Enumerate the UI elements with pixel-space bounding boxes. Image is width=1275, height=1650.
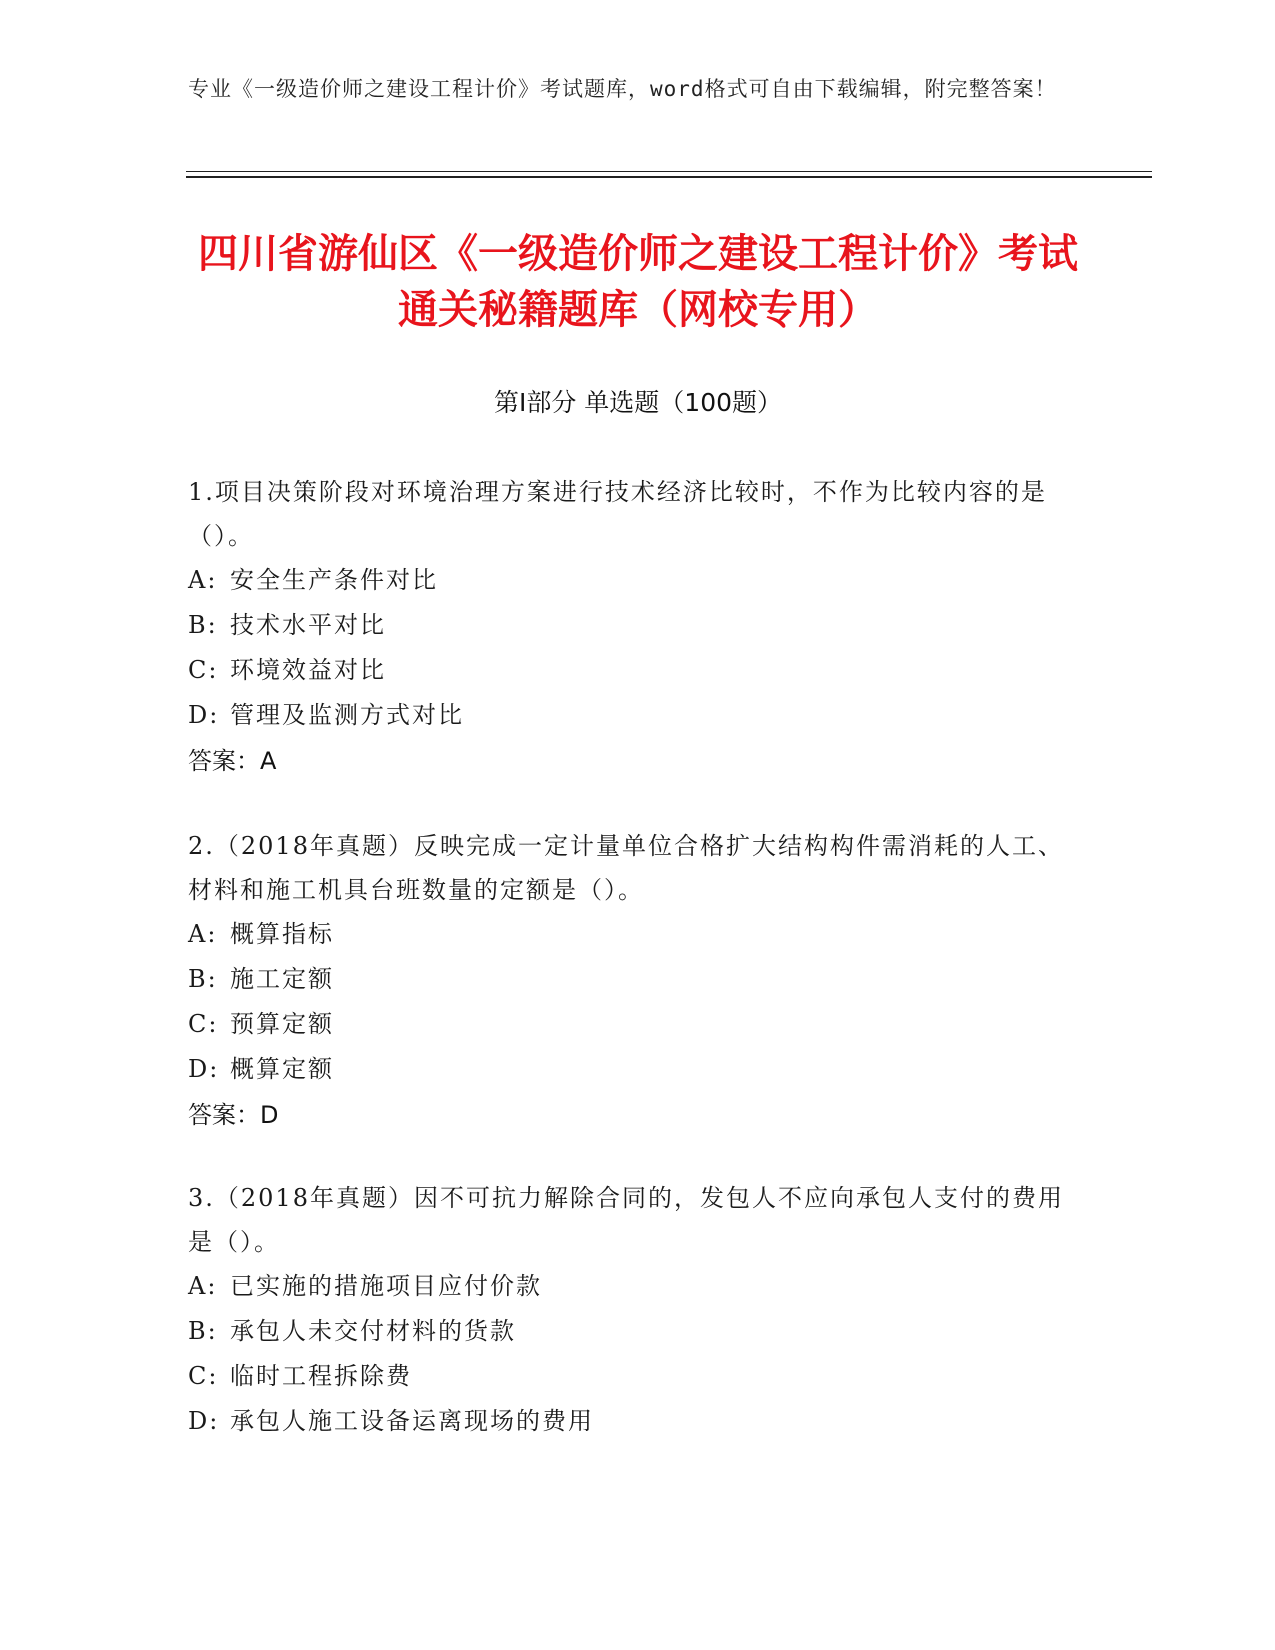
option-b	[188, 957, 1068, 1002]
answer: 答案：D	[188, 1101, 279, 1129]
option-text: 概算指标	[230, 920, 334, 948]
option-a	[188, 558, 1068, 603]
option-letter: D:	[188, 1055, 220, 1083]
option-letter: C:	[188, 1362, 219, 1390]
question-1	[188, 470, 1068, 784]
option-letter: C:	[188, 1010, 219, 1038]
option-a	[188, 1264, 1068, 1309]
option-text: 承包人施工设备运离现场的费用	[230, 1407, 594, 1435]
question-stem: 3.（2018年真题）因不可抗力解除合同的，发包人不应向承包人支付的费用是（）。	[188, 1184, 1064, 1256]
option-letter: B:	[188, 1317, 218, 1345]
option-b	[188, 603, 1068, 648]
option-b	[188, 1309, 1068, 1354]
option-text: 安全生产条件对比	[230, 566, 438, 594]
option-a	[188, 912, 1068, 957]
option-d	[188, 1047, 1068, 1092]
option-text: 管理及监测方式对比	[230, 701, 464, 729]
option-text: 预算定额	[230, 1010, 334, 1038]
header-note: 专业《一级造价师之建设工程计价》考试题库，word格式可自由下载编辑，附完整答案！	[188, 77, 1057, 101]
option-c	[188, 1002, 1068, 1047]
option-text: 临时工程拆除费	[230, 1362, 412, 1390]
question-3	[188, 1176, 1068, 1444]
option-letter: B:	[188, 965, 218, 993]
option-text: 承包人未交付材料的货款	[230, 1317, 516, 1345]
question-stem: 1.项目决策阶段对环境治理方案进行技术经济比较时，不作为比较内容的是（）。	[188, 478, 1047, 550]
option-c	[188, 1354, 1068, 1399]
option-letter: D:	[188, 1407, 220, 1435]
option-text: 概算定额	[230, 1055, 334, 1083]
answer: 答案：A	[188, 747, 277, 775]
option-d	[188, 1399, 1068, 1444]
option-letter: A:	[188, 920, 218, 948]
document-title: 四川省游仙区《一级造价师之建设工程计价》考试通关秘籍题库（网校专用）	[198, 231, 1078, 333]
header-rule-thin	[186, 171, 1152, 172]
option-text: 环境效益对比	[230, 656, 386, 684]
option-letter: D:	[188, 701, 220, 729]
question-stem: 2.（2018年真题）反映完成一定计量单位合格扩大结构构件需消耗的人工、材料和施工机具台班数量的定额是（）。	[188, 832, 1064, 904]
option-text: 技术水平对比	[230, 611, 386, 639]
option-letter: B:	[188, 611, 218, 639]
option-c	[188, 648, 1068, 693]
option-letter: A:	[188, 1272, 218, 1300]
header-rule-thick	[186, 176, 1152, 178]
option-letter: A:	[188, 566, 218, 594]
option-text: 施工定额	[230, 965, 334, 993]
option-letter: C:	[188, 656, 219, 684]
question-2	[188, 824, 1068, 1138]
option-text: 已实施的措施项目应付价款	[230, 1272, 542, 1300]
section-title: 第I部分 单选题（100题）	[493, 388, 783, 417]
option-d	[188, 693, 1068, 738]
